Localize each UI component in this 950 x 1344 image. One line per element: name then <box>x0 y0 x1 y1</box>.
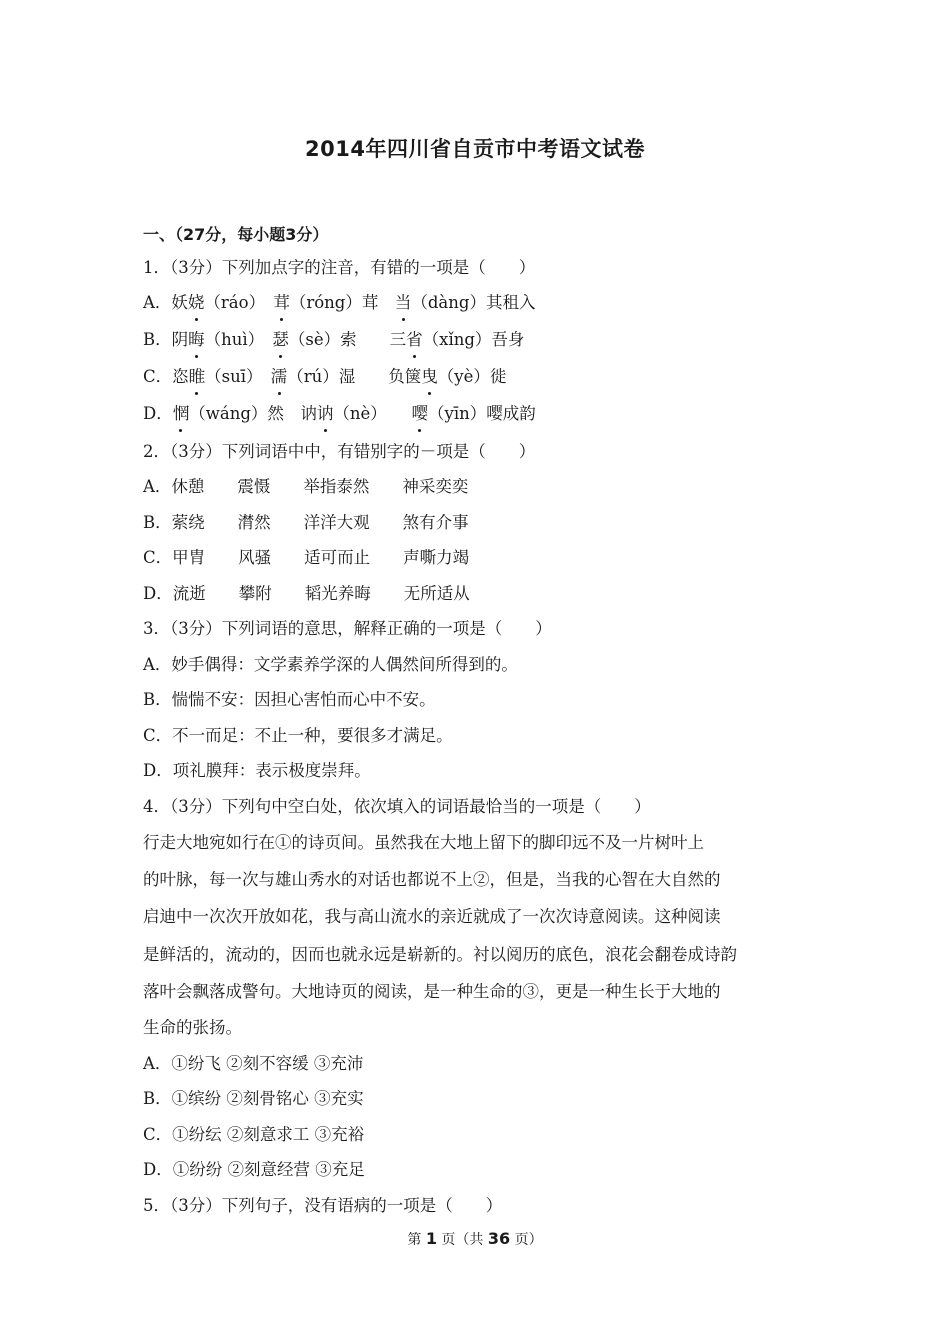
question-4-passage-line: 启迪中一次次开放如花，我与高山流水的亲近就成了一次次诗意阅读。这种阅读 <box>143 907 721 926</box>
section-heading: 一、（27分，每小题3分） <box>143 225 329 244</box>
question-3-option-d: D．项礼膜拜：表示极度崇拜。 <box>143 761 371 780</box>
question-4-passage-line: 落叶会飘落成警句。大地诗页的阅读，是一种生命的③，更是一种生长于大地的 <box>143 982 721 1001</box>
question-5-stem: 5．（3分）下列句子，没有语病的一项是（ ） <box>143 1196 503 1215</box>
question-4-option-a: A．①纷飞 ②刻不容缓 ③充沛 <box>143 1054 364 1073</box>
question-4-stem: 4．（3分）下列句中空白处，依次填入的词语最恰当的一项是（ ） <box>143 797 651 816</box>
question-2-option-b: B．萦绕 潸然 洋洋大观 煞有介事 <box>143 513 469 532</box>
question-4-passage-line: 的叶脉，每一次与雄山秀水的对话也都说不上②，但是，当我的心智在大自然的 <box>143 870 721 889</box>
question-4-option-d: D．①纷纷 ②刻意经营 ③充足 <box>143 1160 365 1179</box>
question-4-passage-line: 行走大地宛如行在①的诗页间。虽然我在大地上留下的脚印远不及一片树叶上 <box>143 833 704 852</box>
question-1-stem: 1．（3分）下列加点字的注音，有错的一项是（ ） <box>143 258 536 277</box>
question-1-option-c: C．恣睢（suī） 濡（rú）湿 负箧曳（yè）徙 <box>143 367 507 386</box>
question-4-option-b: B．①缤纷 ②刻骨铭心 ③充实 <box>143 1089 364 1108</box>
question-2-stem: 2．（3分）下列词语中中，有错别字的－项是（ ） <box>143 442 536 461</box>
question-4-passage-line: 是鲜活的，流动的，因而也就永远是崭新的。衬以阅历的底色，浪花会翻卷成诗韵 <box>143 945 737 964</box>
question-3-option-b: B．惴惴不安：因担心害怕而心中不安。 <box>143 690 436 709</box>
page-footer: 第 1 页（共 36 页） <box>407 1229 543 1248</box>
question-4-option-c: C．①纷纭 ②刻意求工 ③充裕 <box>143 1125 365 1144</box>
question-4-passage-line: 生命的张扬。 <box>143 1018 242 1037</box>
question-2-option-d: D．流逝 攀附 韬光养晦 无所适从 <box>143 584 470 603</box>
question-2-option-a: A．休憩 震慑 举指泰然 神采奕奕 <box>143 477 469 496</box>
question-1-option-b: B．阴晦（huì） 瑟（sè）索 三省（xǐng）吾身 <box>143 330 525 349</box>
question-1-option-a: A．妖娆（ráo） 茸（róng）茸 当（dàng）其租入 <box>143 293 536 312</box>
question-3-option-c: C．不一而足：不止一种，要很多才满足。 <box>143 726 453 745</box>
question-2-option-c: C．甲胄 风骚 适可而止 声嘶力竭 <box>143 548 470 567</box>
question-3-stem: 3．（3分）下列词语的意思，解释正确的一项是（ ） <box>143 619 552 638</box>
page-total: 36 <box>487 1229 511 1248</box>
exam-title: 2014年四川省自贡市中考语文试卷 <box>305 137 645 161</box>
page-number: 1 <box>425 1229 437 1248</box>
question-3-option-a: A．妙手偶得：文学素养学深的人偶然间所得到的。 <box>143 655 518 674</box>
question-1-option-d: D．惘（wáng）然 讷讷（nè） 嘤（yīn）嘤成韵 <box>143 404 536 423</box>
